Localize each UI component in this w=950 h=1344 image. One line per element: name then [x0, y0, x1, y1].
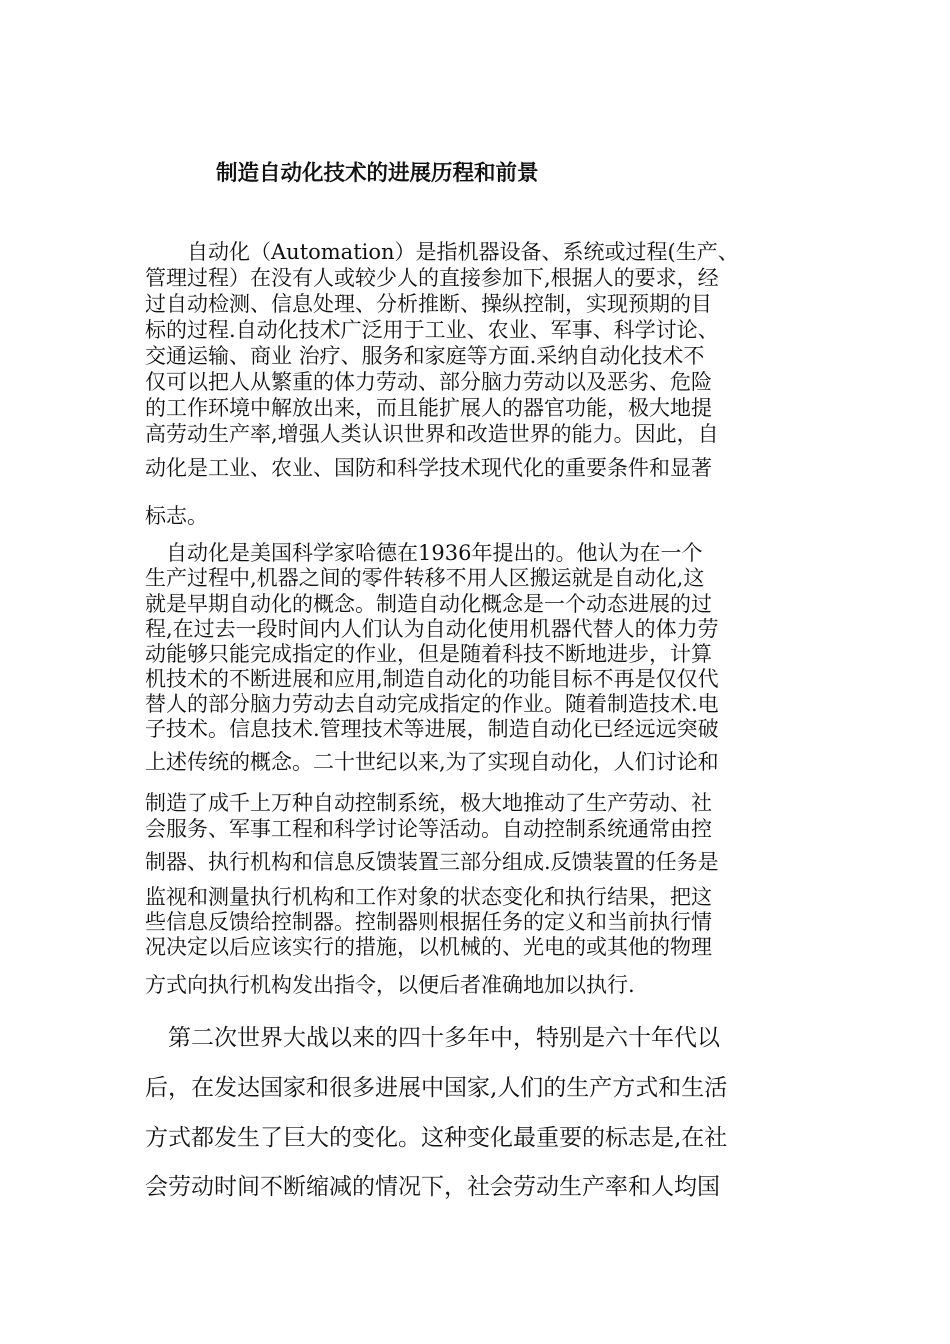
paragraph-line: 过自动检测、信息处理、分析推断、操纵控制，实现预期的目 — [145, 292, 712, 316]
paragraph-line: 动化是工业、农业、国防和科学技术现代化的重要条件和显著 — [145, 456, 712, 480]
paragraph-line: 的工作环境中解放出来，而且能扩展人的器官功能，极大地提 — [145, 396, 712, 420]
paragraph-line: 就是早期自动化的概念。制造自动化概念是一个动态进展的过 — [145, 592, 712, 616]
paragraph-line: 管理过程）在没有人或较少人的直接参加下,根据人的要求，经 — [145, 266, 719, 290]
paragraph-line: 程,在过去一段时间内人们认为自动化使用机器代替人的体力劳 — [145, 617, 719, 641]
paragraph-line: 会劳动时间不断缩减的情况下，社会劳动生产率和人均国 — [145, 1174, 720, 1200]
paragraph-line: 制造了成千上万种自动控制系统，极大地推动了生产劳动、社 — [145, 791, 712, 815]
paragraph-line: 高劳动生产率,增强人类认识世界和改造世界的能力。因此，自 — [145, 422, 719, 446]
paragraph-line: 自动化是美国科学家哈德在1936年提出的。他认为在一个 — [145, 541, 703, 565]
paragraph-line: 后，在发达国家和很多进展中国家,人们的生产方式和生活 — [145, 1075, 728, 1101]
paragraph-line: 制器、执行机构和信息反馈装置三部分组成.反馈装置的任务是 — [145, 850, 719, 874]
paragraph-line: 生产过程中,机器之间的零件转移不用人区搬运就是自动化,这 — [145, 566, 705, 590]
paragraph-line: 况决定以后应该实行的措施，以机械的、光电的或其他的物理 — [145, 935, 712, 959]
document-title: 制造自动化技术的进展历程和前景 — [216, 161, 539, 186]
paragraph-line: 仅可以把人从繁重的体力劳动、部分脑力劳动以及恶劣、危险 — [145, 370, 712, 394]
paragraph-line: 交通运输、商业 治疗、服务和家庭等方面.采纳自动化技术不 — [145, 344, 705, 368]
paragraph-line: 会服务、军事工程和科学讨论等活动。自动控制系统通常由控 — [145, 817, 712, 841]
paragraph-line: 监视和测量执行机构和工作对象的状态变化和执行结果，把这 — [145, 885, 712, 909]
paragraph-line: 标的过程.自动化技术广泛用于工业、农业、军事、科学讨论、 — [145, 318, 719, 342]
paragraph-line: 第二次世界大战以来的四十多年中，特别是六十年代以 — [145, 1025, 720, 1051]
paragraph-line: 方式都发生了巨大的变化。这种变化最重要的标志是,在社 — [145, 1125, 728, 1151]
paragraph-line: 标志。 — [145, 504, 208, 528]
paragraph-line: 上述传统的概念。二十世纪以来,为了实现自动化，人们讨论和 — [145, 750, 719, 774]
paragraph-line: 方式向执行机构发出指令，以便后者准确地加以执行. — [145, 973, 635, 997]
paragraph-line: 自动化（Automation）是指机器设备、系统或过程(生产、 — [145, 240, 739, 264]
paragraph-line: 替人的部分脑力劳动去自动完成指定的作业。随着制造技术.电 — [145, 692, 719, 716]
paragraph-line: 些信息反馈给控制器。控制器则根据任务的定义和当前执行情 — [145, 910, 712, 934]
paragraph-line: 子技术。信息技术.管理技术等进展，制造自动化已经远远突破 — [145, 717, 719, 741]
paragraph-line: 机技术的不断进展和应用,制造自动化的功能目标不再是仅仅代 — [145, 667, 719, 691]
paragraph-line: 动能够只能完成指定的作业，但是随着科技不断地进步，计算 — [145, 642, 712, 666]
